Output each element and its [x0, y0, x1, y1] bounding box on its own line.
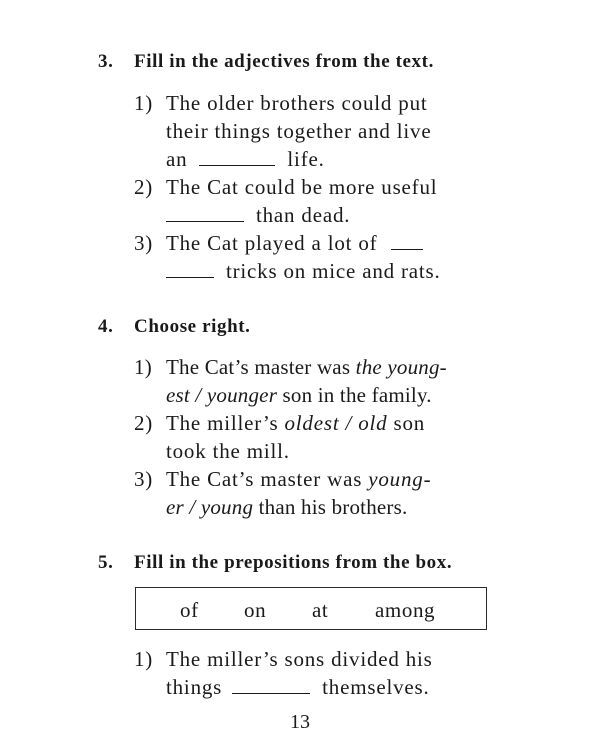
item-text: son [387, 411, 426, 435]
box-word: among [375, 598, 436, 622]
answer-blank[interactable] [232, 675, 310, 694]
choice-option[interactable]: the young- [355, 355, 447, 379]
ex4-item-2-line-2 [166, 439, 290, 463]
ex4-item-3-line-1 [134, 467, 431, 491]
item-text: things [166, 675, 223, 699]
choice-option[interactable]: est / younger [166, 383, 278, 407]
item-text: The Cat could be more useful [166, 175, 438, 199]
box-word: on [244, 598, 267, 622]
ex4-item-2-line-1 [134, 411, 425, 435]
exercise-number: 4. [98, 316, 114, 337]
item-number: 2) [134, 175, 154, 199]
box-word: of [180, 598, 199, 622]
item-text: took the mill. [166, 439, 290, 463]
ex3-item-1-line-2 [166, 119, 431, 143]
exercise-number: 3. [98, 51, 114, 72]
item-text: than his brothers. [253, 495, 408, 519]
ex4-item-1-line-1 [134, 355, 447, 379]
exercise-3-heading [98, 51, 434, 73]
box-word: at [312, 598, 329, 622]
item-number: 2) [134, 411, 154, 435]
ex3-item-3-line-2 [166, 259, 441, 283]
ex3-item-1-line-3 [166, 147, 325, 171]
item-number: 1) [134, 91, 154, 115]
ex3-item-1-line-1 [134, 91, 428, 115]
ex3-item-3-line-1 [134, 231, 426, 255]
item-number: 3) [134, 231, 154, 255]
item-text: tricks on mice and rats. [226, 259, 441, 283]
choice-option[interactable]: oldest / old [284, 411, 388, 435]
exercise-4-heading [98, 316, 251, 338]
answer-blank[interactable] [166, 259, 214, 278]
item-text: life. [287, 147, 325, 171]
word-box [135, 587, 487, 630]
choice-option[interactable]: er / young [166, 495, 254, 519]
item-number: 1) [134, 355, 152, 379]
ex4-item-3-line-2 [166, 495, 407, 519]
item-text: son in the family. [277, 383, 432, 407]
answer-blank[interactable] [199, 147, 275, 166]
page-number: 13 [290, 711, 310, 733]
ex4-item-1-line-2 [166, 383, 432, 407]
answer-blank[interactable] [166, 203, 244, 222]
exercise-title: Fill in the adjectives from the text. [134, 51, 434, 72]
item-text: than dead. [256, 203, 351, 227]
item-number: 3) [134, 467, 154, 491]
item-text: The Cat’s master was [166, 355, 356, 379]
item-text: themselves. [322, 675, 430, 699]
ex3-item-2-line-1 [134, 175, 437, 199]
exercise-number: 5. [98, 552, 114, 573]
item-number: 1) [134, 647, 154, 671]
item-text: their things together and live [166, 119, 432, 143]
item-text: The Cat played a lot of [166, 231, 378, 255]
item-text: The miller’s sons divided his [166, 647, 433, 671]
item-text: The older brothers could put [166, 91, 428, 115]
ex3-item-2-line-2 [166, 203, 350, 227]
exercise-title: Fill in the prepositions from the box. [134, 552, 453, 573]
ex5-item-1-line-2 [166, 675, 430, 699]
exercise-5-heading [98, 552, 452, 574]
ex5-item-1-line-1 [134, 647, 433, 671]
item-text: The miller’s [166, 411, 285, 435]
choice-option[interactable]: young- [368, 467, 432, 491]
item-text: an [166, 147, 188, 171]
answer-blank[interactable] [391, 231, 423, 250]
item-text: The Cat’s master was [166, 467, 369, 491]
exercise-title: Choose right. [134, 316, 251, 337]
